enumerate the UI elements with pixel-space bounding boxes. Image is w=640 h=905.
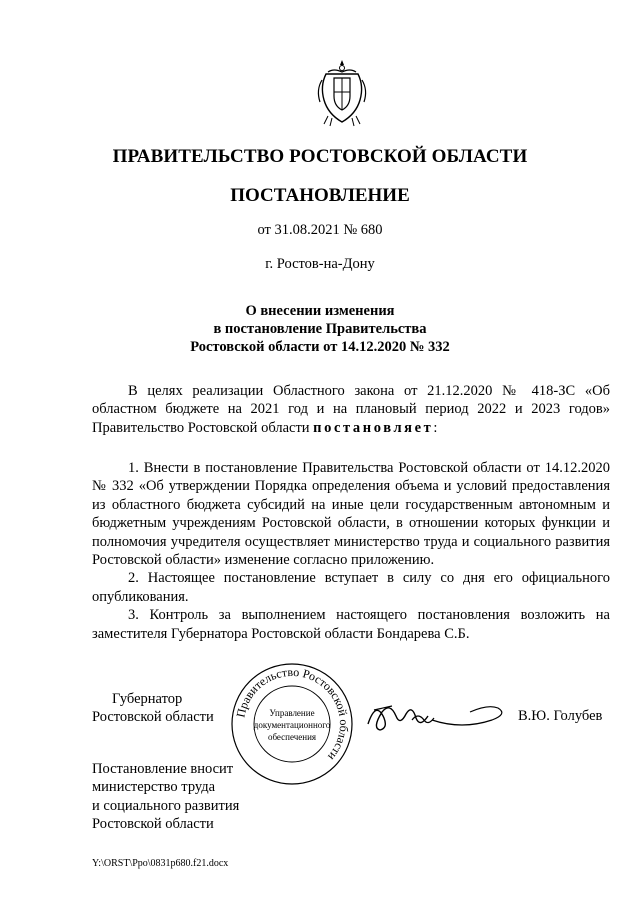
organization-title: ПРАВИТЕЛЬСТВО РОСТОВСКОЙ ОБЛАСТИ [112, 146, 528, 167]
document-subject [0, 302, 640, 356]
resolution-item: 1. Внести в постановление Правительства Ростовской области от 14.12.2020 № 332 «Об утверждении Порядка определения объема и условий предоставления из областного бюджета субсидий на иные цели государственным автономным и бюджетным учреждениям Ростовской области, в отношении которых функции и полномочия учредителя осуществляет министерство труда и социального развития Ростовской области» изменение согласно приложению. [92, 460, 610, 569]
position-line: Губернатор [112, 691, 183, 707]
submitter-note [92, 760, 239, 834]
coat-of-arms-icon [314, 56, 370, 128]
file-path-reference: Y:\ORST\Ppo\0831p680.f21.docx [92, 858, 229, 869]
resolution-item: 2. Настоящее постановление вступает в силу со дня его официального опубликования. [92, 570, 610, 605]
subject-line: в постановление Правительства [213, 321, 427, 337]
preamble-paragraph [92, 382, 610, 437]
resolution-items [92, 459, 610, 643]
note-line: министерство труда [92, 779, 216, 796]
handwritten-signature-icon [362, 690, 512, 740]
subject-line: О внесении изменения [245, 303, 395, 319]
resolution-item: 3. Контроль за выполнением настоящего постановления возложить на заместителя Губернатора Ростовской области Бондарева С.Б. [92, 607, 610, 642]
document-city: г. Ростов-на-Дону [265, 256, 375, 272]
preamble-text: В целях реализации Областного закона от 21.12.2020 № 418-ЗС «Об областном бюджете на 2021 год и на плановый период 2022 и 2023 годов» Правительство Ростовской области [92, 383, 610, 436]
signatory-name: В.Ю. Голубев [518, 708, 603, 724]
signatory-position [92, 690, 214, 727]
resolution-keyword: постановляет [313, 419, 434, 436]
stamp-icon [228, 660, 356, 788]
seal-ring-text: Правительство Ростовской области [233, 664, 352, 764]
note-line: Постановление вносит [92, 761, 234, 777]
seal-center-line: обеспечения [267, 732, 317, 742]
seal-center-line: Управление [269, 708, 315, 718]
preamble-end: : [433, 419, 438, 436]
document-type: ПОСТАНОВЛЕНИЕ [230, 185, 410, 206]
position-line: Ростовской области [92, 709, 214, 726]
note-line: и социального развития [92, 797, 240, 814]
seal-center-line: документационного [253, 720, 331, 730]
subject-line: Ростовской области от 14.12.2020 № 332 [190, 339, 450, 355]
document-date-number: от 31.08.2021 № 680 [257, 222, 383, 238]
note-line: Ростовской области [92, 816, 214, 833]
